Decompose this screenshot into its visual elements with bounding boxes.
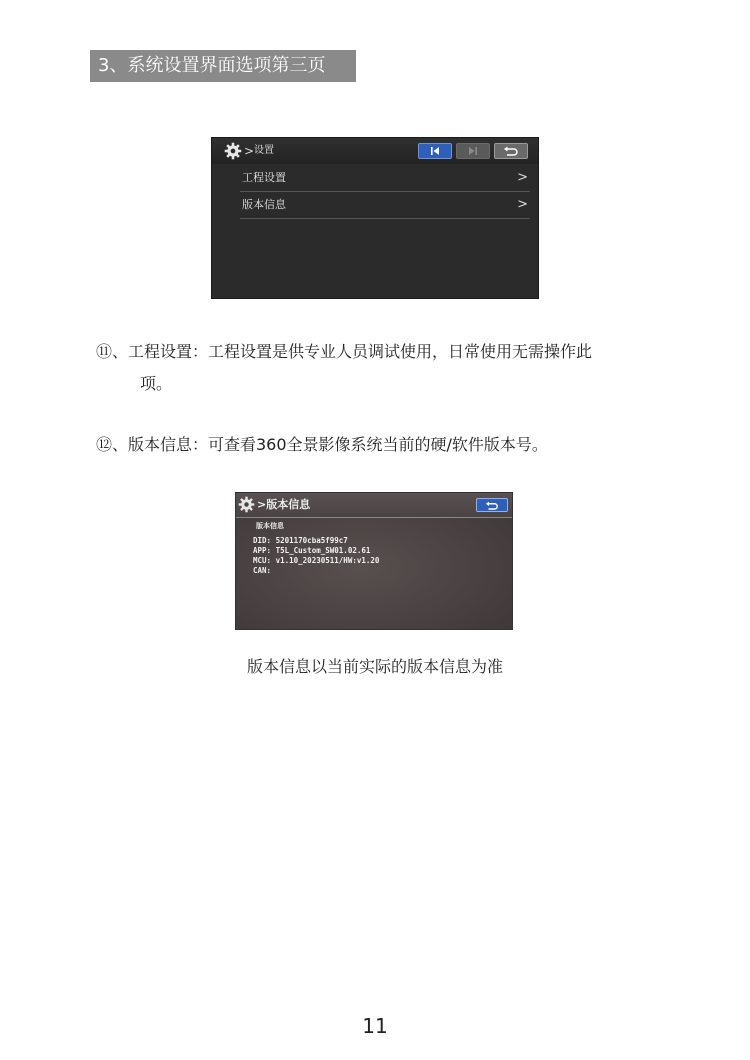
page-number: 11 xyxy=(362,1014,388,1038)
prev-page-button[interactable] xyxy=(418,143,452,159)
page-title: >版本信息 xyxy=(257,498,311,511)
back-button[interactable] xyxy=(494,143,528,159)
did-line: DID: 5201170cba5f99c7 xyxy=(253,536,348,545)
item-11-line2: 项。 xyxy=(140,374,173,393)
section-header: 3、系统设置界面选项第三页 xyxy=(90,50,356,82)
next-page-button[interactable] xyxy=(456,143,490,159)
image-caption: 版本信息以当前实际的版本信息为准 xyxy=(246,657,503,676)
app-line: APP: T5L_Custom_SW01.02.61 xyxy=(253,546,371,555)
return-icon xyxy=(503,146,519,156)
mcu-line: MCU: v1.10_20230511/HW:v1.20 xyxy=(253,556,380,565)
chevron-right-icon: > xyxy=(517,197,528,212)
breadcrumb: 设置 xyxy=(254,145,274,156)
item-11-line1: ⑪、工程设置：工程设置是供专业人员调试使用，日常使用无需操作此 xyxy=(96,342,593,361)
top-bar xyxy=(212,138,538,164)
settings-screen-screenshot xyxy=(211,137,539,299)
section-label: 版本信息 xyxy=(256,522,284,530)
can-line: CAN: xyxy=(253,566,272,575)
menu-item-label: 工程设置 xyxy=(242,171,286,184)
item-12-text: ⑫、版本信息：可查看360全景影像系统当前的硬/软件版本号。 xyxy=(96,435,548,454)
menu-item-label: 版本信息 xyxy=(242,198,286,211)
menu-item-version[interactable] xyxy=(240,192,530,219)
gear-icon xyxy=(224,142,242,160)
page-title-text: 版本信息 xyxy=(266,498,311,511)
menu-item-engineering[interactable] xyxy=(240,165,530,192)
gear-icon xyxy=(238,496,255,513)
return-icon xyxy=(485,501,499,510)
back-button[interactable] xyxy=(476,498,508,512)
top-bar xyxy=(236,493,512,518)
skip-forward-icon xyxy=(467,146,479,156)
version-info-screenshot xyxy=(235,492,513,630)
skip-back-icon xyxy=(429,146,441,156)
chevron-right-icon: > xyxy=(517,170,528,185)
breadcrumb-arrow: > xyxy=(244,144,255,158)
